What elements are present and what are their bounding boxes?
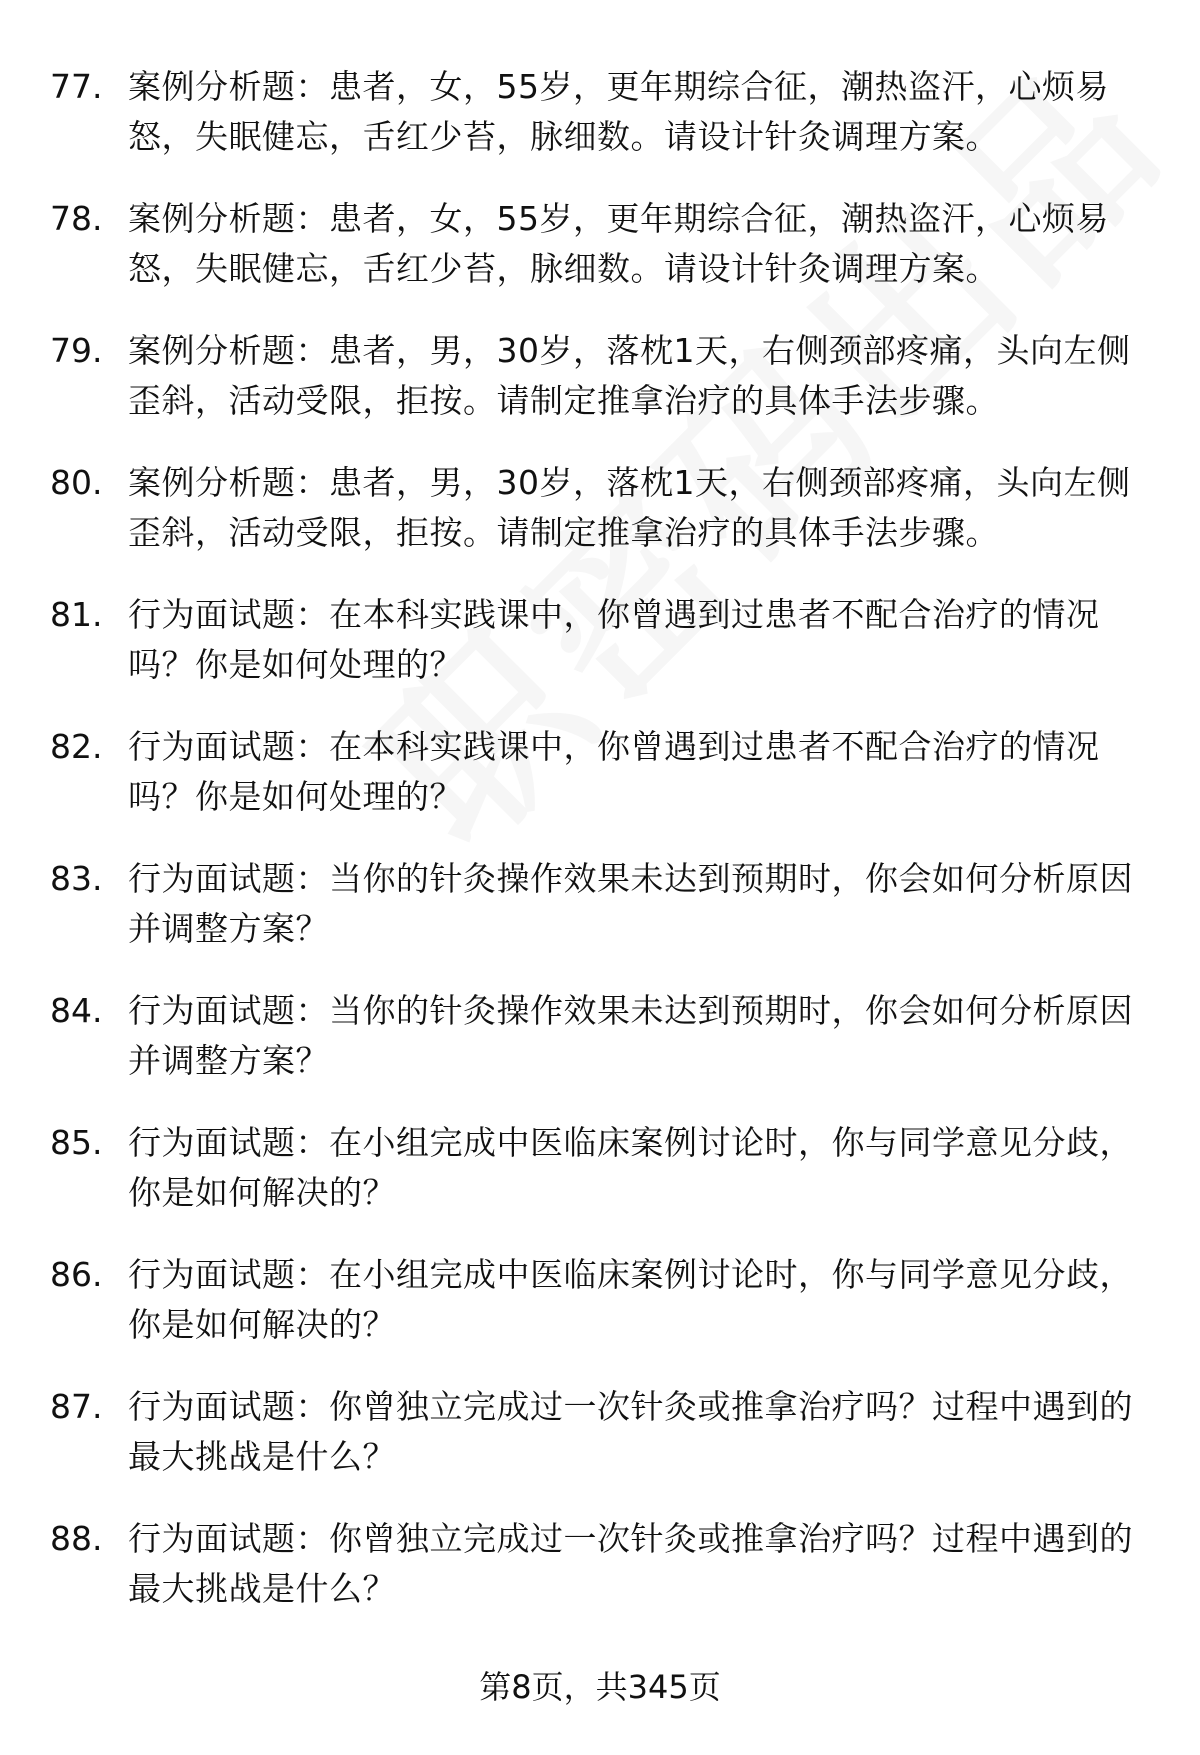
- question-number: 83.: [50, 859, 103, 898]
- question-number: 79.: [50, 331, 103, 370]
- list-item: [50, 590, 1150, 722]
- list-item: [50, 1514, 1150, 1646]
- question-text: 案例分析题：患者，男，30岁，落枕1天，右侧颈部疼痛，头向左侧歪斜，活动受限，拒按。请制定推拿治疗的具体手法步骤。: [128, 463, 1131, 552]
- question-text: 行为面试题：在小组完成中医临床案例讨论时，你与同学意见分歧，你是如何解决的？: [128, 1123, 1133, 1212]
- list-item: [50, 1382, 1150, 1514]
- question-number: 88.: [50, 1519, 103, 1558]
- question-number: 80.: [50, 463, 103, 502]
- question-number: 82.: [50, 727, 103, 766]
- question-text: 行为面试题：当你的针灸操作效果未达到预期时，你会如何分析原因并调整方案？: [128, 859, 1133, 948]
- question-text: 行为面试题：当你的针灸操作效果未达到预期时，你会如何分析原因并调整方案？: [128, 991, 1133, 1080]
- question-number: 77.: [50, 67, 103, 106]
- list-item: [50, 62, 1150, 194]
- list-item: [50, 722, 1150, 854]
- question-text: 案例分析题：患者，女，55岁，更年期综合征，潮热盗汗，心烦易怒，失眠健忘，舌红少苔，脉细数。请设计针灸调理方案。: [128, 67, 1109, 156]
- question-number: 84.: [50, 991, 103, 1030]
- question-text: 行为面试题：你曾独立完成过一次针灸或推拿治疗吗？过程中遇到的最大挑战是什么？: [128, 1387, 1133, 1476]
- list-item: [50, 1118, 1150, 1250]
- question-number: 78.: [50, 199, 103, 238]
- question-text: 案例分析题：患者，女，55岁，更年期综合征，潮热盗汗，心烦易怒，失眠健忘，舌红少苔，脉细数。请设计针灸调理方案。: [128, 199, 1109, 288]
- list-item: [50, 194, 1150, 326]
- question-number: 81.: [50, 595, 103, 634]
- question-number: 85.: [50, 1123, 103, 1162]
- question-text: 行为面试题：你曾独立完成过一次针灸或推拿治疗吗？过程中遇到的最大挑战是什么？: [128, 1519, 1133, 1608]
- question-number: 87.: [50, 1387, 103, 1426]
- page-footer: 第8页，共345页: [479, 1668, 721, 1706]
- question-list: [50, 62, 1150, 1646]
- question-text: 行为面试题：在小组完成中医临床案例讨论时，你与同学意见分歧，你是如何解决的？: [128, 1255, 1133, 1344]
- question-text: 行为面试题：在本科实践课中，你曾遇到过患者不配合治疗的情况吗？你是如何处理的？: [128, 727, 1100, 816]
- list-item: [50, 326, 1150, 458]
- question-text: 案例分析题：患者，男，30岁，落枕1天，右侧颈部疼痛，头向左侧歪斜，活动受限，拒按。请制定推拿治疗的具体手法步骤。: [128, 331, 1131, 420]
- list-item: [50, 854, 1150, 986]
- question-number: 86.: [50, 1255, 103, 1294]
- list-item: [50, 1250, 1150, 1382]
- list-item: [50, 986, 1150, 1118]
- question-text: 行为面试题：在本科实践课中，你曾遇到过患者不配合治疗的情况吗？你是如何处理的？: [128, 595, 1100, 684]
- list-item: [50, 458, 1150, 590]
